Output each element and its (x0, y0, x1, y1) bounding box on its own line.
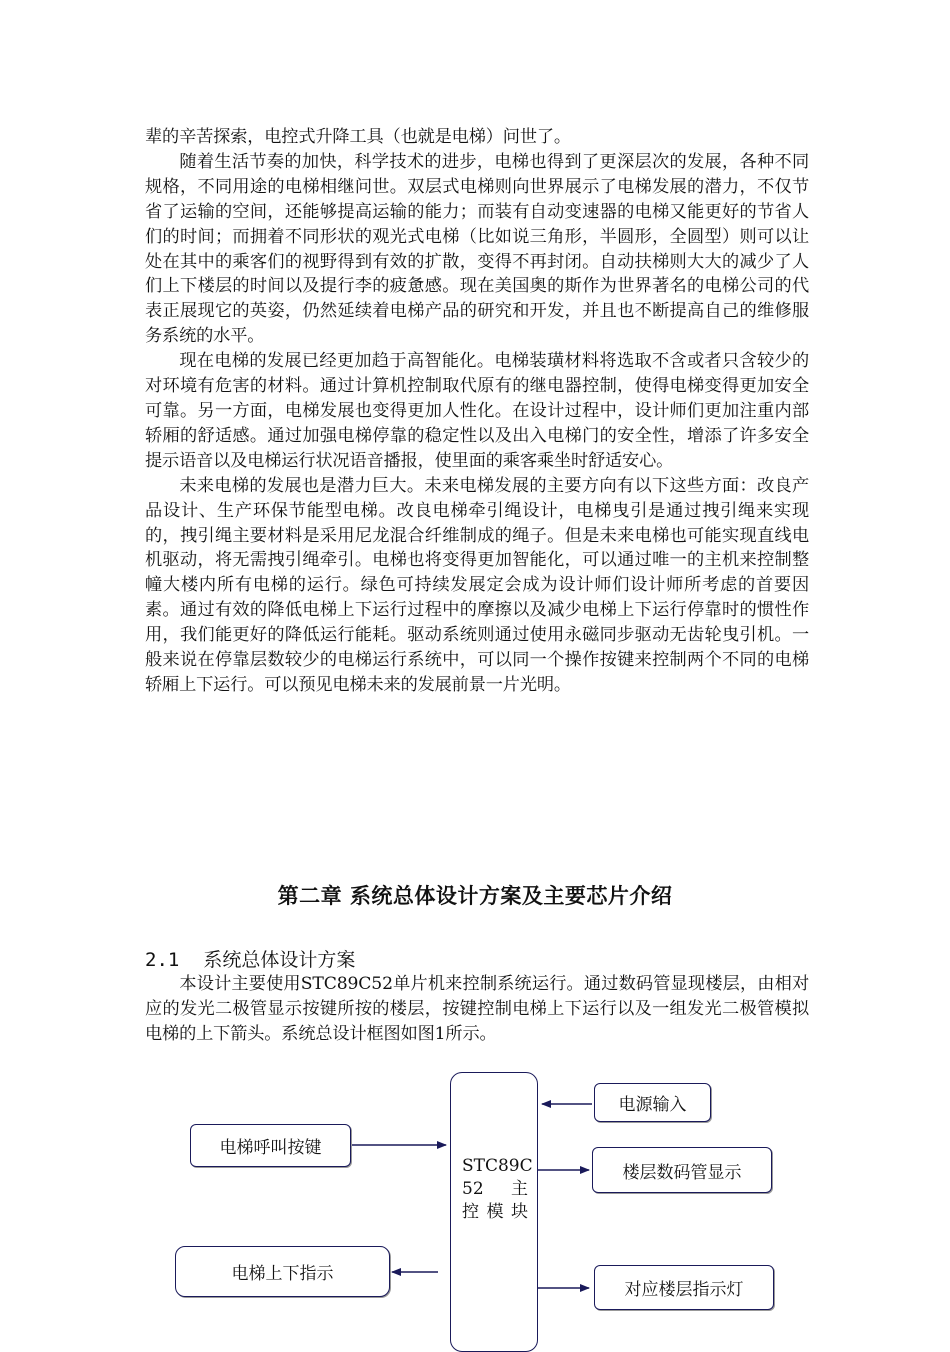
paragraph-1: 辈的辛苦探索，电控式升降工具（也就是电梯）问世了。 (145, 127, 571, 147)
paragraph-2: 随着生活节奏的加快，科学技术的进步，电梯也得到了更深层次的发展，各种不同规格，不同用途的电梯相继问世。双层式电梯则向世界展示了电梯发展的潜力，不仅节省了运输的空间，还能够提高运输的能力；而装有自动变速器的电梯又能更好的节省人们的时间；而拥着不同形状的观光式电梯（比如说三角形，半圆形，全圆型）则可以让处在其中的乘客们的视野得到有效的扩散，变得不再封闭。自动扶梯则大大的减少了人们上下楼层的时间以及提行李的疲惫感。现在美国奥的斯作为世界著名的电梯公司的代表正展现它的英姿，仍然延续着电梯产品的研究和开发，并且也不断提高自己的维修服务系统的水平。 (145, 151, 809, 347)
section-number: 2.1 (145, 949, 180, 971)
paragraph-3: 现在电梯的发展已经更加趋于高智能化。电梯装璜材料将选取不含或者只含较少的对环境有危害的材料。通过计算机控制取代原有的继电器控制，使得电梯变得更加安全可靠。另一方面，电梯发展也变得更加人性化。在设计过程中，设计师们更加注重内部轿厢的舒适感。通过加强电梯停靠的稳定性以及出入电梯门的安全性，增添了许多安全提示语音以及电梯运行状况语音播报，使里面的乘客乘坐时舒适安心。 (145, 351, 809, 471)
main-module-line-2: 52 主 (462, 1179, 528, 1199)
direction-indicator-box: 电梯上下指示 (175, 1246, 390, 1297)
chapter-title: 第二章 系统总体设计方案及主要芯片介绍 (277, 884, 673, 908)
floor-indicator-led-box: 对应楼层指示灯 (594, 1265, 774, 1310)
call-button-box: 电梯呼叫按键 (190, 1124, 351, 1167)
floor-display-box: 楼层数码管显示 (592, 1147, 772, 1193)
main-module-line-3: 控模块 (462, 1202, 528, 1222)
section-paragraph: 本设计主要使用STC89C52单片机来控制系统运行。通过数码管显现楼层，由相对应的发光二极管显示按键所按的楼层，按键控制电梯上下运行以及一组发光二极管模拟电梯的上下箭头。系统总设计框图如图1所示。 (145, 974, 809, 1044)
paragraph-4: 未来电梯的发展也是潜力巨大。未来电梯发展的主要方向有以下这些方面：改良产品设计、生产环保节能型电梯。改良电梯牵引绳设计，电梯曳引是通过拽引绳来实现的，拽引绳主要材料是采用尼龙混合纤维制成的绳子。但是未来电梯也可能实现直线电机驱动，将无需拽引绳牵引。电梯也将变得更加智能化，可以通过唯一的主机来控制整幢大楼内所有电梯的运行。绿色可持续发展定会成为设计师们设计师所考虑的首要因素。通过有效的降低电梯上下运行过程中的摩擦以及减少电梯上下运行停靠时的惯性作用，我们能更好的降低运行能耗。驱动系统则通过使用永磁同步驱动无齿轮曳引机。一般来说在停靠层数较少的电梯运行系统中，可以同一个操作按键来控制两个不同的电梯轿厢上下运行。可以预见电梯未来的发展前景一片光明。 (145, 475, 809, 695)
main-control-module-label (462, 1155, 533, 1224)
section-title: 系统总体设计方案 (203, 949, 356, 971)
main-module-line-1: STC89C (462, 1156, 533, 1176)
power-input-box: 电源输入 (594, 1083, 711, 1122)
